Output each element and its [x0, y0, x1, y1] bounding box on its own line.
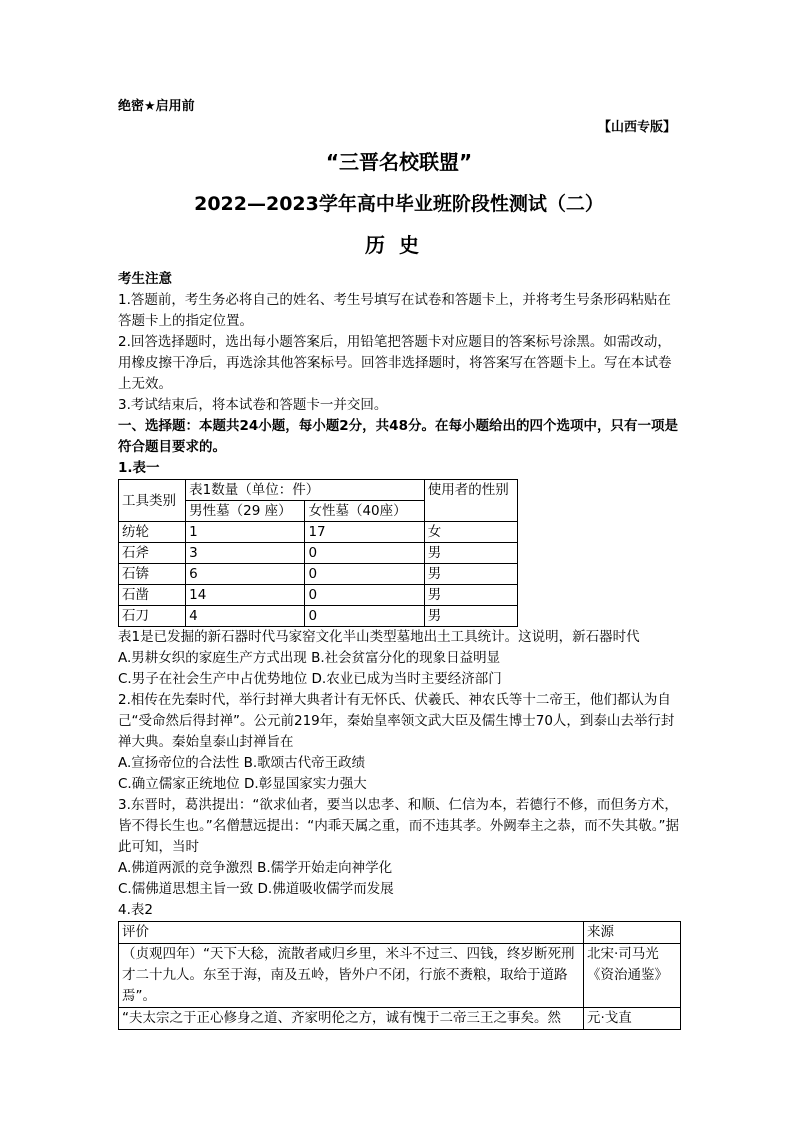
question-3-options: A.佛道两派的竞争激烈 B.儒学开始走向神学化 — [118, 860, 393, 876]
table-row — [119, 564, 518, 585]
table-cell: “夫太宗之于正心修身之道、齐家明伦之方，诚有愧于二帝三王之事矣。然 — [119, 1008, 584, 1030]
table-row — [119, 522, 518, 543]
question-4-label: 4.表2 — [118, 902, 153, 918]
table-cell: 纺轮 — [119, 522, 186, 543]
table-cell: 1 — [186, 522, 305, 543]
question-1-stem: 表1是已发掘的新石器时代马家窑文化半山类型墓地出土工具统计。这说明，新石器时代 — [118, 629, 640, 645]
table-row — [119, 606, 518, 627]
exam-page — [118, 96, 680, 1030]
table-subheader: 男性墓（29 座） — [186, 501, 305, 522]
tool-statistics-table — [118, 479, 518, 627]
table-header: 评价 — [119, 922, 584, 944]
table-subheader: 女性墓（40座） — [305, 501, 424, 522]
notice-item: 1.答题前，考生务必将自己的姓名、考生号填写在试卷和答题卡上，并将考生号条形码粘贴在答题卡上的指定位置。 — [118, 292, 671, 329]
question-2-stem: 2.相传在先秦时代，举行封禅大典者计有无怀氏、伏羲氏、神农氏等十二帝王，他们都认为自己“受命然后得封禅”。公元前219年，秦始皇率领文武大臣及儒生博士70人，到泰山去举行封禅大典。秦始皇泰山封禅旨在 — [118, 692, 675, 750]
table-cell: 石刀 — [119, 606, 186, 627]
question-1-options: C.男子在社会生产中占优势地位 D.农业已成为当时主要经济部门 — [118, 671, 502, 687]
notice-item: 3.考试结束后，将本试卷和答题卡一并交回。 — [118, 397, 388, 413]
table-row — [119, 585, 518, 606]
question-3-stem: 3.东晋时，葛洪提出：“欲求仙者，要当以忠孝、和顺、仁信为本，若德行不修，而但务方术，皆不得长生也。”名僧慧远提出：“内乖天属之重，而不违其孝。外阙奉主之恭，而不失其敬。”据此可知，当时 — [118, 797, 679, 855]
table-cell: 女 — [424, 522, 517, 543]
table-row — [119, 543, 518, 564]
edition-label: 【山西专版】 — [597, 120, 676, 135]
table-cell: 男 — [424, 585, 517, 606]
table-cell: （贞观四年）“天下大稔，流散者咸归乡里，米斗不过三、四钱，终岁断死刑才二十九人。东至于海，南及五岭，皆外户不闭，行旅不赉粮，取给于道路焉”。 — [119, 944, 584, 1008]
table-header: 来源 — [584, 922, 681, 944]
table-header: 表1数量（单位：件） — [186, 480, 425, 501]
table-cell: 元·戈直 — [584, 1008, 681, 1030]
table-cell: 北宋·司马光《资治通鉴》 — [584, 944, 681, 1008]
notice-item: 2.回答选择题时，选出每小题答案后，用铅笔把答题卡对应题目的答案标号涂黑。如需改动，用橡皮擦干净后，再选涂其他答案标号。回答非选择题时，将答案写在答题卡上。写在本试卷上无效。 — [118, 334, 672, 392]
table-cell: 石凿 — [119, 585, 186, 606]
table-cell: 0 — [305, 606, 424, 627]
table-row — [119, 944, 681, 1008]
question-2-options: C.确立儒家正统地位 D.彰显国家实力强大 — [118, 776, 367, 792]
table-cell: 0 — [305, 585, 424, 606]
subject-title: 历史 — [365, 233, 433, 257]
table-cell: 石斧 — [119, 543, 186, 564]
notice-title: 考生注意 — [118, 271, 172, 287]
table-cell: 0 — [305, 564, 424, 585]
table-cell: 14 — [186, 585, 305, 606]
table-cell: 17 — [305, 522, 424, 543]
question-1-options: A.男耕女织的家庭生产方式出现 B.社会贫富分化的现象日益明显 — [118, 650, 501, 666]
question-2-options: A.宣扬帝位的合法性 B.歌颂古代帝王政绩 — [118, 755, 366, 771]
table-cell: 男 — [424, 606, 517, 627]
table-cell: 6 — [186, 564, 305, 585]
table-cell: 男 — [424, 564, 517, 585]
table-cell: 男 — [424, 543, 517, 564]
league-title: “三晋名校联盟” — [325, 150, 473, 174]
table-cell: 4 — [186, 606, 305, 627]
question-1-label: 1.表一 — [118, 460, 160, 476]
evaluation-table — [118, 921, 681, 1030]
table-header: 工具类别 — [119, 480, 186, 522]
table-cell: 石锛 — [119, 564, 186, 585]
table-row — [119, 1008, 681, 1030]
table-cell: 0 — [305, 543, 424, 564]
exam-title: 2022—2023学年高中毕业班阶段性测试（二） — [194, 193, 604, 215]
table-header: 使用者的性别 — [424, 480, 517, 522]
table-cell: 3 — [186, 543, 305, 564]
top-secret-label: 绝密★启用前 — [118, 99, 195, 114]
section-heading: 一、选择题：本题共24小题，每小题2分，共48分。在每小题给出的四个选项中，只有一项是符合题目要求的。 — [118, 418, 678, 455]
question-3-options: C.儒佛道思想主旨一致 D.佛道吸收儒学而发展 — [118, 881, 394, 897]
